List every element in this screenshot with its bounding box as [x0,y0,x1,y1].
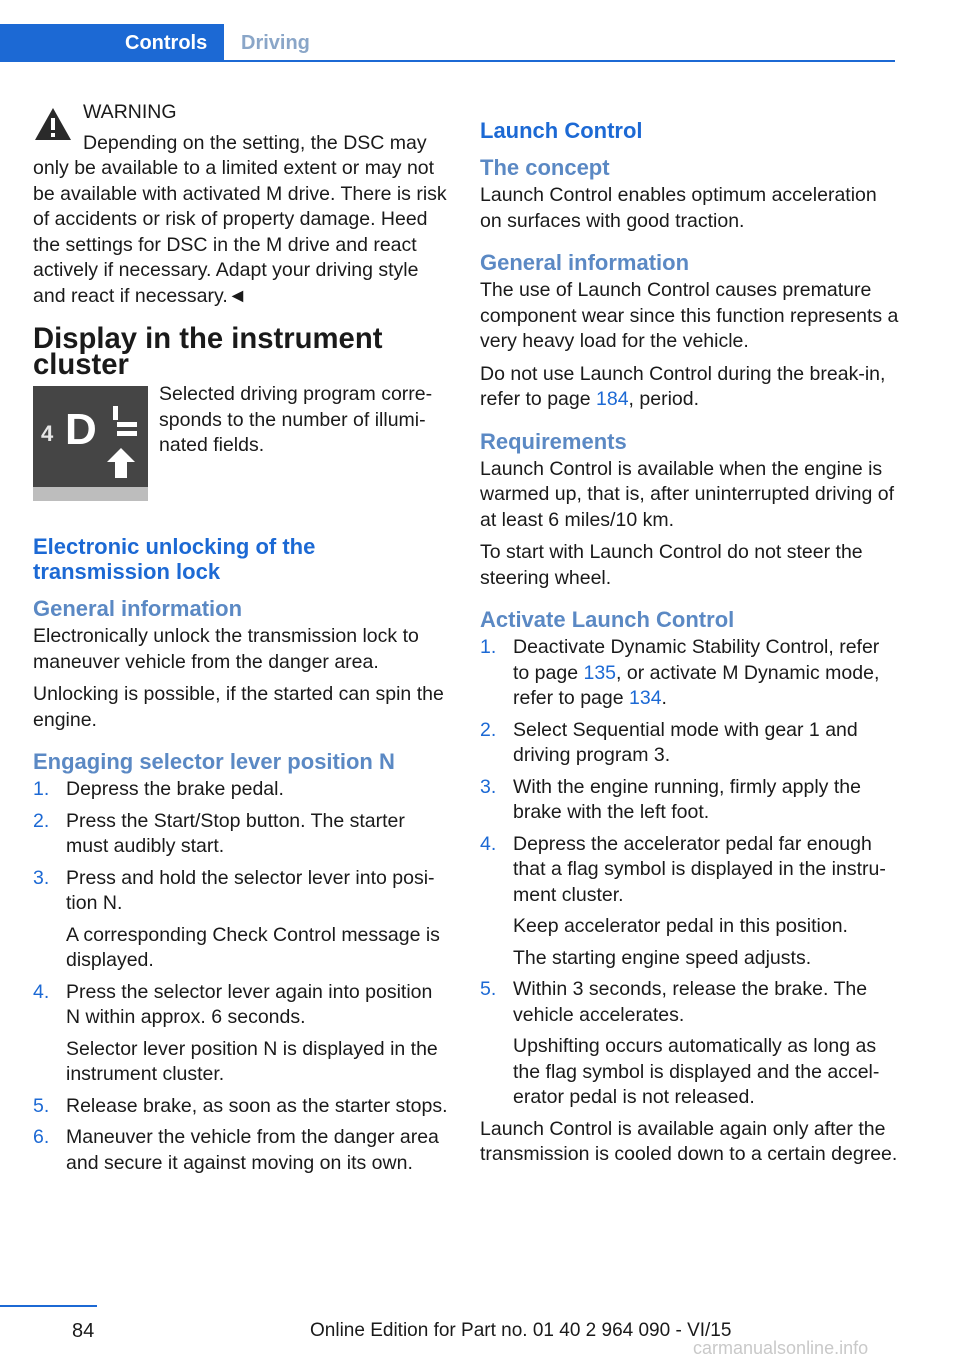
activate-steps [480,635,900,1111]
edition-text: Online Edition for Part no. 01 40 2 964 090 - VI/15 [310,1320,732,1341]
list-item: 2. Select Sequential mode with gear 1 and driving program 3. [480,718,858,766]
engage-steps [33,777,448,1176]
requirements-p2: To start with Launch Control do not steer the steering wheel. [480,541,863,589]
concept-text: Launch Control enables optimum acceleration on surfaces with good traction. [480,184,877,232]
warning-box [33,100,448,126]
list-item: 1. Depress the brake pedal. [33,778,284,800]
instrument-cluster-image [33,386,148,501]
page-link-184[interactable]: 184 [596,388,629,410]
list-item: 4. Depress the accelerator pedal far enough that a flag symbol is displayed in the instrument cluster. Keep accelerator pedal in this position. The starting engine speed adjusts. [480,832,886,969]
display-heading: Display in the instrument cluster [33,323,383,381]
launch-heading: Launch Control [480,118,643,143]
general-p1-right: The use of Launch Control causes premature component wear since this function represents a very heavy load for the vehicle. [480,279,899,352]
footer-divider [0,1305,97,1307]
general-heading-left: General information [33,596,243,621]
general-p2-right: Do not use Launch Control during the break-in, refer to page 184, period. [480,362,886,410]
general-p2-left: Unlocking is possible, if the started can spin the engine. [33,683,444,731]
page-link-134[interactable]: 134 [629,687,662,709]
warning-title: WARNING [83,101,177,123]
cluster-display-icon [33,386,148,487]
list-item: 4. Press the selector lever again into position N within approx. 6 seconds. Selector lever position N is displayed in the instrument cluster. [33,980,438,1085]
tab-controls[interactable]: Controls [0,24,224,62]
cluster-mode-text: D [65,405,97,454]
list-item: 1. Deactivate Dynamic Stability Control, refer to page 135, or activate M Dynamic mode, refer to page 134. [480,636,880,709]
warning-triangle-icon [33,106,73,142]
page-number: 84 [72,1320,95,1342]
requirements-heading: Requirements [480,428,627,454]
page-link-135[interactable]: 135 [583,661,617,684]
list-item: 3. Press and hold the selector lever into position N. A corresponding Check Control message is displayed. [33,866,440,971]
general-p1-left: Electronically unlock the transmission lock to maneuver vehicle from the danger area. [33,625,419,673]
watermark: carmanualsonline.info [693,1338,869,1358]
general-heading-right: General information [480,250,690,275]
closing-text: Launch Control is available again only after the transmission is cooled down to a certain degree. [480,1117,898,1165]
list-item: 5. Within 3 seconds, release the brake. The vehicle accelerates. Upshifting occurs automatically as long as the flag symbol is displayed and the accelerator pedal is not released. [480,978,880,1108]
right-column [480,100,900,1175]
activate-heading: Activate Launch Control [480,607,735,632]
left-column [33,100,448,1182]
warning-text: Depending on the setting, the DSC may only be available to a limited extent or may not be available with activated M drive. There is risk of accidents or risk of property damage. Heed the settings for DSC in the M drive and react actively if necessary. Adapt your driving style and react if necessary.◄ [33,131,447,307]
list-item: 6. Maneuver the vehicle from the danger area and secure it against moving on its own. [33,1126,439,1174]
header-tabs [0,24,895,62]
cluster-gear-text: 4 [41,421,54,446]
concept-heading: The concept [480,155,610,180]
tab-driving[interactable]: Driving [241,32,310,54]
list-item: 2. Press the Start/Stop button. The starter must audibly start. [33,809,405,857]
unlock-heading: Electronic unlocking of the transmission lock [33,534,316,584]
display-text: Selected driving program corresponds to the number of illuminated fields. [159,383,433,456]
requirements-p1: Launch Control is available when the engine is warmed up, that is, after uninterrupted driving of at least 6 miles/10 km. [480,457,895,531]
list-item: 3. With the engine running, firmly apply the brake with the left foot. [480,775,861,823]
engage-heading: Engaging selector lever position N [33,749,395,774]
display-block [33,382,448,512]
list-item: 5. Release brake, as soon as the starter stops. [33,1094,448,1117]
